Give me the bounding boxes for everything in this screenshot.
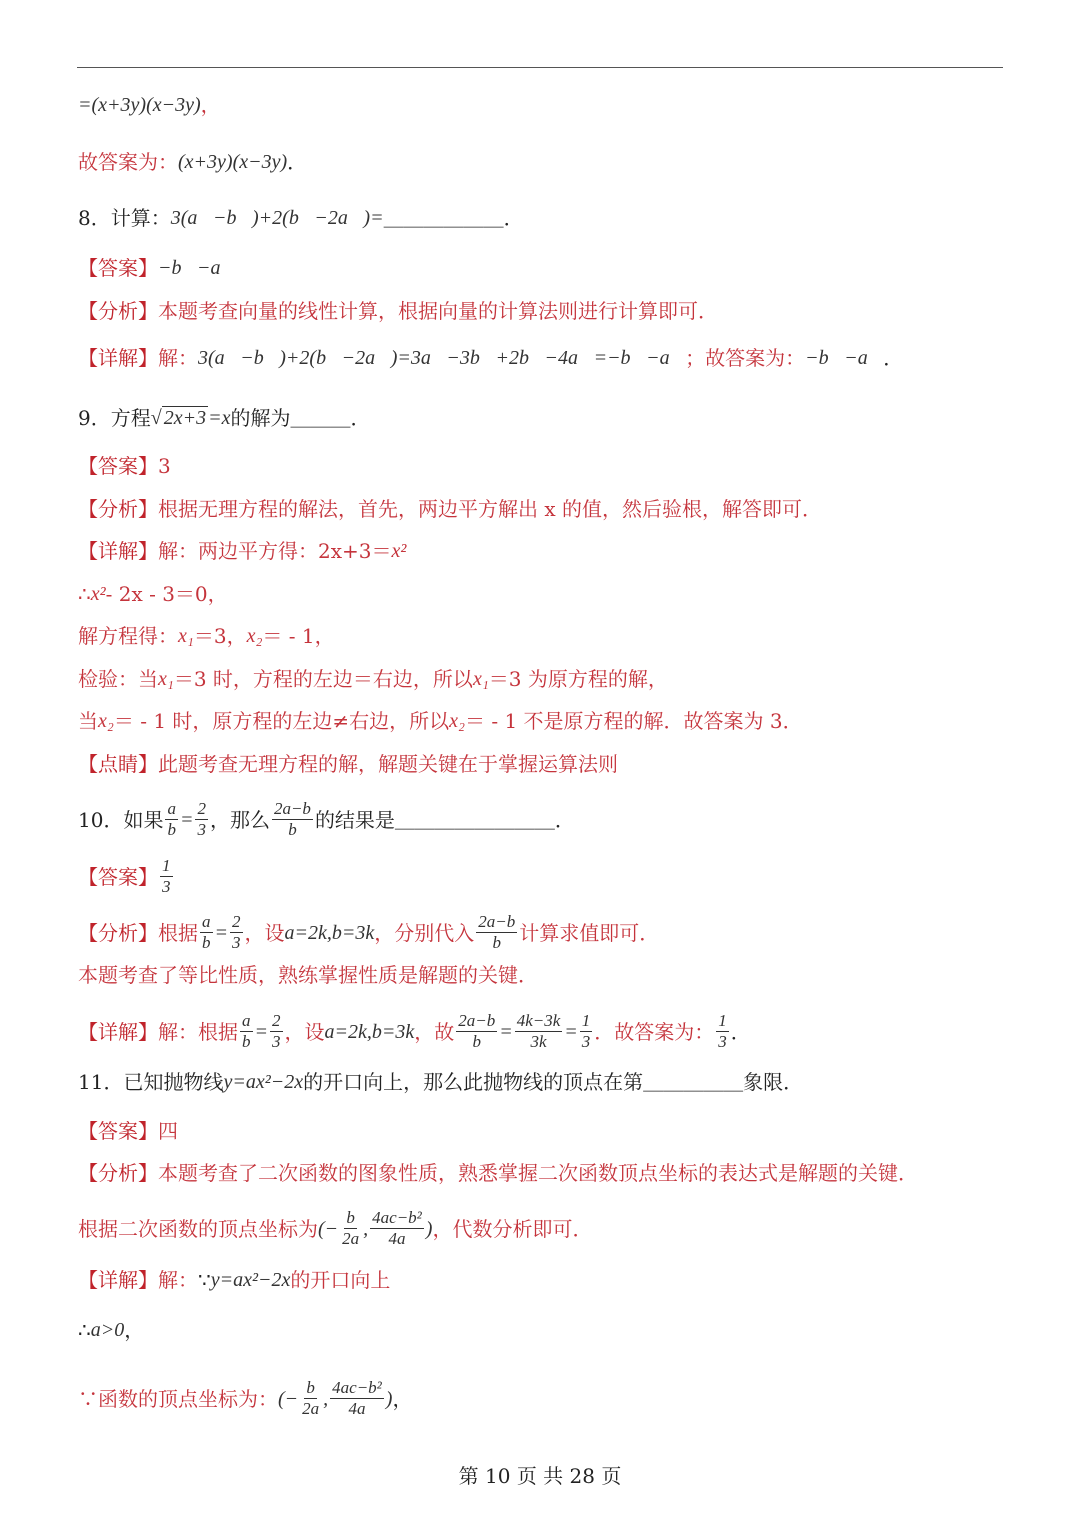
text-segment: ，设 (244, 920, 285, 945)
text-segment: ＝ - 1 不是原方程的解．故答案为 3． (465, 709, 803, 733)
math-expression: =(x+3y)(x−3y) (78, 94, 201, 116)
math-expression: a=2k,b=3k (284, 921, 375, 944)
section-label: 【详解】 (78, 539, 158, 563)
text-segment: 解：根据 (158, 1019, 238, 1044)
text-segment: ∴ (78, 582, 91, 606)
text-line (78, 1117, 178, 1145)
text-segment: 9．方程 (78, 406, 151, 430)
text-line (78, 91, 221, 119)
fraction (456, 1011, 497, 1052)
text-segment: 解：两边平方得：2x+3＝ (158, 539, 392, 563)
text-segment: 解： (158, 1268, 198, 1292)
text-line (78, 344, 903, 372)
numerator: a (202, 912, 211, 931)
section-label: 【分析】 (78, 1161, 158, 1185)
text-segment: ．故答案为： (594, 1019, 715, 1044)
text-segment: ＝3 时，方程的左边＝右边，所以 (173, 667, 473, 691)
text-segment: 本题考查了等比性质，熟练掌握性质是解题的关键． (78, 963, 538, 987)
numerator: a (167, 799, 176, 818)
math-expression: x₁ (158, 668, 174, 690)
denominator: 3 (718, 1032, 727, 1051)
text-line (78, 1159, 918, 1187)
math-expression: y=ax²−2x (210, 1269, 291, 1291)
math-expression: 3(a⃗−b⃗)+2(b⃗−2a⃗)= (170, 207, 384, 229)
text-line (78, 1266, 390, 1294)
section-label: 【点睛】 (78, 752, 158, 776)
text-segment: ， (124, 1318, 145, 1342)
text-line (78, 665, 668, 693)
text-line (78, 148, 307, 176)
fraction (580, 1011, 593, 1052)
numerator: b (306, 1378, 315, 1397)
text-segment: ＿＿＿＿＿＿ (383, 206, 504, 230)
text-segment: 11．已知抛物线 (78, 1070, 224, 1094)
denominator: 3k (530, 1032, 547, 1051)
numerator: 1 (718, 1011, 727, 1030)
math-expression: (x+3y)(x−3y) (178, 151, 288, 173)
text-segment: 8．计算： (78, 206, 171, 230)
numerator: 2a−b (273, 799, 311, 818)
fraction (240, 1011, 253, 1052)
section-label: 【答案】 (78, 1119, 158, 1143)
section-label: 【答案】 (78, 256, 158, 280)
math-expression: = (254, 1020, 268, 1043)
fraction (330, 1378, 384, 1419)
denominator: b (492, 933, 501, 952)
math-expression: (− (278, 1387, 299, 1410)
text-segment: ＝3， (193, 624, 247, 648)
text-segment: 检验：当 (78, 667, 158, 691)
denominator: 4a (388, 1229, 406, 1248)
math-expression: x₂ (246, 625, 263, 647)
fraction (272, 799, 313, 840)
text-segment: 解方程得： (78, 624, 178, 648)
text-segment: 当 (78, 709, 98, 733)
text-line (78, 580, 228, 608)
text-segment: 的开口向上 (290, 1268, 391, 1292)
numerator: 1 (162, 856, 171, 875)
text-line (78, 204, 524, 232)
math-expression: ) (385, 1387, 393, 1410)
text-segment: ＝3 为原方程的解， (488, 667, 668, 691)
numerator: 2 (197, 799, 206, 818)
denominator: 3 (162, 877, 171, 896)
text-line (78, 1316, 144, 1344)
section-label: 【分析】 (78, 299, 158, 323)
text-segment: ∵函数的顶点坐标为： (78, 1386, 278, 1411)
numerator: 2 (232, 912, 241, 931)
math-expression: (− (318, 1217, 339, 1240)
fraction (200, 912, 213, 953)
radicand: 2x+3 (163, 407, 207, 429)
text-segment: ． (883, 346, 904, 370)
math-expression: 3(a⃗−b⃗)+2(b⃗−2a⃗)=3a⃗−3b⃗+2b⃗−4a⃗=−b⃗−a⃗ (198, 347, 686, 369)
denominator: b (202, 933, 211, 952)
math-expression: =x (208, 407, 231, 429)
math-expression: = (499, 1020, 513, 1043)
math-expression: −b⃗−a⃗ (158, 257, 237, 279)
text-segment: ． (287, 150, 308, 174)
header-rule (77, 67, 1003, 68)
page-footer: 第 10 页 共 28 页 (458, 1464, 622, 1488)
text-segment: 本题考查了二次函数的图象性质，熟悉掌握二次函数顶点坐标的表达式是解题的关键． (158, 1161, 918, 1185)
denominator: 3 (197, 820, 206, 839)
text-segment: 根据无理方程的解法，首先，两边平方解出 x 的值，然后验根，解答即可． (158, 497, 822, 521)
fraction (230, 912, 243, 953)
math-expression: x₂ (98, 710, 114, 732)
text-segment: ，那么 (209, 807, 270, 832)
math-expression: y=ax²−2x (223, 1071, 304, 1093)
fraction (340, 1208, 361, 1249)
section-label: 【分析】 (78, 497, 158, 521)
numerator: 2 (272, 1011, 281, 1030)
text-segment: ， (200, 93, 221, 117)
text-segment: 四 (158, 1119, 178, 1143)
math-expression: a>0 (90, 1319, 125, 1341)
section-label: 【答案】 (78, 864, 158, 889)
denominator: 4a (348, 1399, 366, 1418)
text-segment: - 2x - 3＝0， (105, 582, 228, 606)
text-segment: ＝ - 1 时，原方程的左边≠右边，所以 (113, 709, 450, 733)
denominator: b (288, 820, 297, 839)
text-segment: 的开口向上，那么此抛物线的顶点在第＿＿＿＿＿象限． (303, 1070, 804, 1094)
section-label: 【详解】 (78, 1019, 158, 1044)
text-segment: 根据 (158, 920, 198, 945)
text-line (78, 1208, 592, 1249)
math-expression: −b⃗−a⃗ (805, 347, 884, 369)
math-expression: = (214, 921, 228, 944)
text-segment: 解： (158, 346, 198, 370)
math-expression: x₁ (178, 625, 194, 647)
text-segment: ，分别代入 (374, 920, 475, 945)
text-line (78, 912, 659, 953)
text-line (78, 1011, 751, 1052)
text-segment: 3 (158, 454, 171, 478)
fraction (370, 1208, 424, 1249)
text-segment: 计算求值即可． (519, 920, 660, 945)
math-expression: x₂ (449, 710, 465, 732)
fraction (270, 1011, 283, 1052)
text-line (78, 961, 538, 989)
square-root-expression (151, 404, 208, 432)
text-line (78, 799, 575, 840)
math-expression: , (323, 1387, 329, 1410)
text-line (78, 1378, 412, 1419)
section-label: 【详解】 (78, 1268, 158, 1292)
text-segment: ，故 (414, 1019, 455, 1044)
section-label: 【答案】 (78, 454, 158, 478)
text-line (78, 452, 171, 480)
numerator: 2a−b (458, 1011, 496, 1030)
numerator: 4ac−b² (332, 1378, 382, 1397)
text-segment: 10．如果 (78, 807, 164, 832)
text-segment: ；故答案为： (685, 346, 806, 370)
fraction (165, 799, 178, 840)
text-segment: ． (730, 1019, 751, 1044)
text-segment: ，代数分析即可． (432, 1216, 593, 1241)
text-line (78, 1068, 803, 1096)
radical-sign-icon: √ (150, 407, 162, 429)
math-expression: a=2k,b=3k (324, 1020, 415, 1043)
text-line (78, 537, 406, 565)
numerator: a (242, 1011, 251, 1030)
text-line (78, 404, 370, 432)
text-line (78, 707, 803, 735)
denominator: 3 (272, 1032, 281, 1051)
fraction (716, 1011, 729, 1052)
math-expression: = (179, 808, 194, 831)
denominator: b (242, 1032, 251, 1051)
text-segment: ， (392, 1386, 413, 1411)
denominator: 3 (232, 933, 241, 952)
fraction (300, 1378, 321, 1419)
fraction (476, 912, 517, 953)
text-segment: ＝ - 1， (262, 624, 335, 648)
text-segment: 的解为＿＿＿． (230, 406, 371, 430)
text-segment: 本题考查向量的线性计算，根据向量的计算法则进行计算即可． (158, 299, 718, 323)
text-line (78, 622, 335, 650)
text-line (78, 856, 175, 897)
text-segment: 根据二次函数的顶点坐标为 (78, 1216, 318, 1241)
text-line (78, 495, 822, 523)
numerator: 1 (581, 1011, 591, 1030)
numerator: 2a−b (478, 912, 516, 931)
section-label: 【分析】 (78, 920, 158, 945)
math-expression: = (564, 1020, 578, 1043)
numerator: b (346, 1208, 355, 1227)
math-expression: x² (90, 583, 106, 605)
denominator: b (472, 1032, 481, 1051)
denominator: 2a (302, 1399, 320, 1418)
math-expression: x² (391, 540, 407, 562)
math-expression: , (363, 1217, 369, 1240)
fraction (515, 1011, 563, 1052)
numerator: 4k−3k (516, 1011, 561, 1030)
text-segment: 此题考查无理方程的解，解题关键在于掌握运算法则 (158, 752, 618, 776)
section-label: 【详解】 (78, 346, 158, 370)
text-segment: 故答案为： (78, 150, 178, 174)
fraction (195, 799, 208, 840)
math-expression: x₁ (472, 668, 489, 690)
text-line (78, 750, 618, 778)
math-expression: ) (425, 1217, 433, 1240)
denominator: 2a (342, 1229, 360, 1248)
text-segment: ∴ (78, 1318, 91, 1342)
text-segment: ，设 (284, 1019, 325, 1044)
text-line (78, 254, 236, 282)
numerator: 4ac−b² (372, 1208, 422, 1227)
denominator: b (167, 820, 176, 839)
denominator: 3 (581, 1032, 591, 1051)
text-segment: ∵ (198, 1268, 211, 1292)
text-line (78, 297, 718, 325)
text-segment: 的结果是＿＿＿＿＿＿＿＿． (314, 807, 575, 832)
fraction (160, 856, 173, 897)
text-segment: ． (503, 206, 524, 230)
